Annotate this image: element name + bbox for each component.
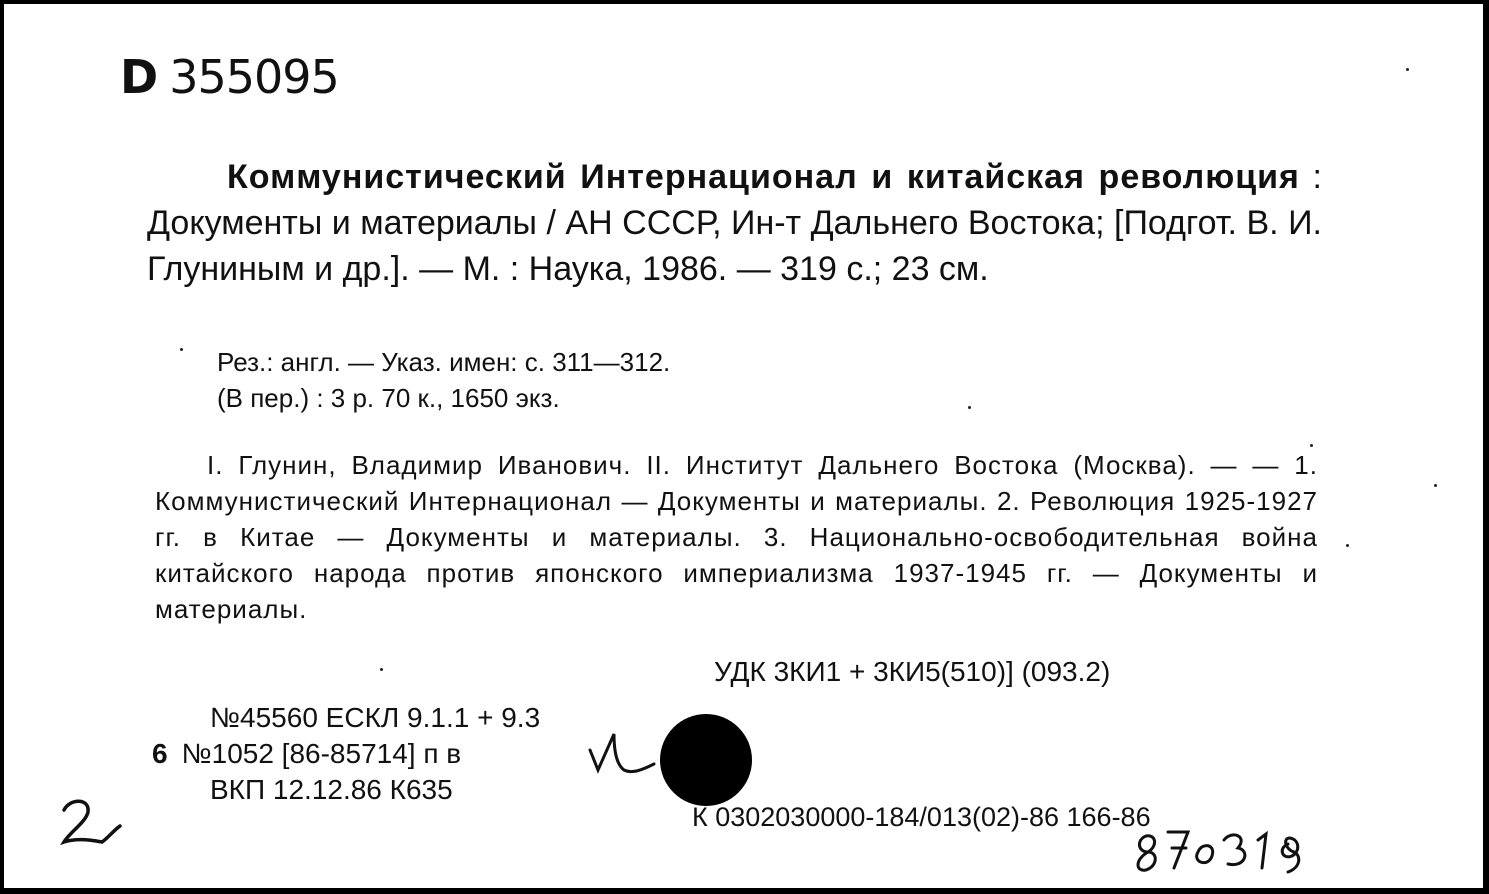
scan-speck xyxy=(968,406,971,409)
registration-line-3: ВКП 12.12.86 К635 xyxy=(210,774,453,805)
handwritten-initial-mark xyxy=(584,720,664,780)
scan-speck xyxy=(1434,484,1437,487)
call-number-value: 355095 xyxy=(169,50,339,104)
tracings: I. Глунин, Владимир Иванович. II. Институт Дальнего Востока (Москва). — — 1. Коммунистический Интернационал — Документы и материалы. 2. Революция 1925-1927 гг. в Китае — Документы и материалы. 3. Национально-освободительная война китайского народа против японского империализма 1937-1945 гг. — Документы и материалы. xyxy=(155,450,1318,624)
punch-hole xyxy=(660,714,752,806)
bibliographic-description xyxy=(147,154,1322,292)
registration-block xyxy=(152,700,540,808)
call-number-prefix: D xyxy=(120,50,158,104)
registration-line-2-text: №1052 [86-85714] п в xyxy=(181,738,462,769)
scan-speck xyxy=(1346,544,1349,547)
notes-block xyxy=(217,344,670,416)
title-rest: : Документы и материалы / АН СССР, Ин-т Дальнего Востока; [Подгот. В. И. Глуниным и др.]. — М. : Наука, 1986. — 319 с.; 23 см. xyxy=(147,158,1322,288)
scan-speck xyxy=(380,668,383,671)
handwritten-two-mark xyxy=(56,796,128,852)
registration-line-2 xyxy=(152,736,540,772)
classification-code: К 0302030000-184/013(02)-86 166-86 xyxy=(692,802,1151,832)
call-number xyxy=(120,50,339,104)
title-main: Коммунистический Интернационал и китайская революция xyxy=(227,158,1300,196)
note-price: (В пер.) : 3 р. 70 к., 1650 экз. xyxy=(217,383,560,413)
udc-code: УДК 3КИ1 + 3КИ5(510)] (093.2) xyxy=(714,656,1111,687)
catalog-card xyxy=(2,2,1485,890)
handwritten-accession-number xyxy=(1132,822,1322,882)
note-summary: Рез.: англ. — Указ. имен: с. 311—312. xyxy=(217,347,671,377)
scan-speck xyxy=(1310,444,1313,447)
registration-line-1: №45560 ЕСКЛ 9.1.1 + 9.3 xyxy=(210,702,541,733)
scan-speck xyxy=(180,348,183,351)
scan-speck xyxy=(1406,68,1409,71)
registration-copies: 6 xyxy=(152,738,168,769)
